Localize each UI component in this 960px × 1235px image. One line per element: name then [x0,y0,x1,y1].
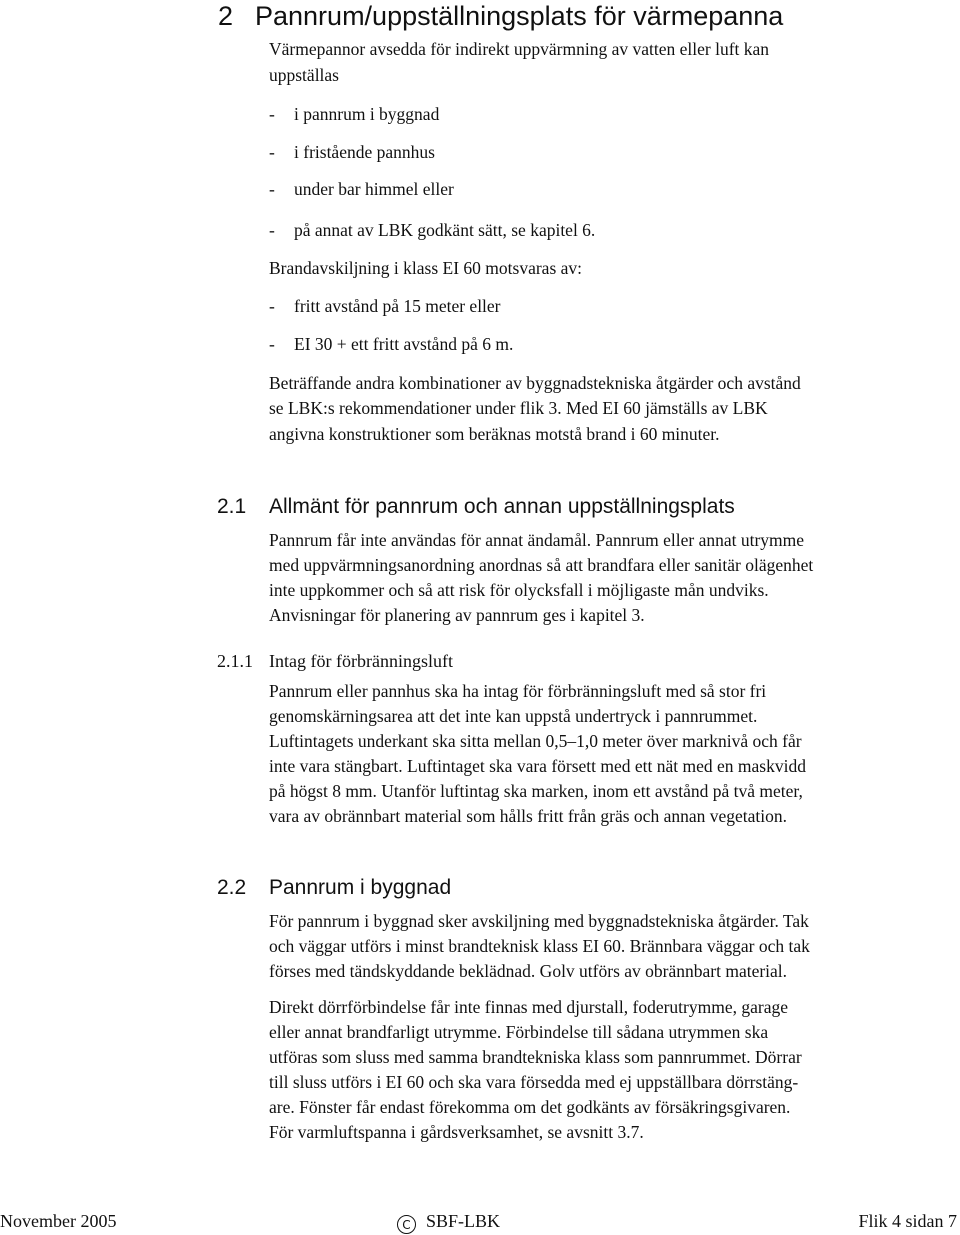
paragraph-line: och väggar utförs i minst brandteknisk klass EI 60. Brännbara väggar och tak [269,936,810,956]
section-heading [0,493,960,521]
section-number: 2.1 [217,495,247,518]
section-title: Pannrum i byggnad [269,876,452,899]
paragraph-line: are. Fönster får endast förekomma om det godkänts av försäkringsgivaren. [269,1097,791,1117]
footer-date: November 2005 [0,1211,117,1231]
paragraph-line: utföras som sluss med samma brandtekniska klass som pannrummet. Dörrar [269,1047,802,1067]
paragraph-line: se LBK:s rekommendationer under flik 3. Med EI 60 jämställs av LBK [269,398,768,418]
paragraph-line: inte vara stängbart. Luftintaget ska vara försett med ett nät med en maskvidd [269,756,806,776]
list-dash: - [269,296,275,316]
section-number: 2.2 [217,876,247,899]
page-footer [0,1208,960,1234]
paragraph-line: förses med tändskyddande beklädnad. Golv utförs av obrännbart material. [269,961,788,981]
list-dash: - [269,179,275,199]
chapter-heading [0,0,960,32]
chapter-title: Pannrum/uppställningsplats för värmepanna [255,1,784,31]
paragraph-line: Beträffande andra kombinationer av byggnadstekniska åtgärder och avstånd [269,373,801,393]
paragraph-line: på högst 8 mm. Utanför luftintag ska marken, inom ett avstånd på två meter, [269,781,803,801]
fire-separation-item: - fritt avstånd på 15 meter eller [269,294,929,319]
list-dash: - [269,334,275,354]
paragraph-line: inte uppkommer och så att risk för olycksfall i möjligaste mån undviks. [269,580,769,600]
footer-copyright [397,1208,500,1234]
placement-list-item: - i pannrum i byggnad [269,102,929,127]
chapter-number: 2 [218,1,234,31]
subsection-number: 2.1.1 [217,651,253,671]
list-dash: - [269,220,275,240]
placement-list-item: - i fristående pannhus [269,140,929,165]
placement-list-item: - under bar himmel eller [269,177,929,202]
section-title: Allmänt för pannrum och annan uppställningsplats [269,495,735,518]
subsection-title: Intag för förbränningsluft [269,651,453,671]
list-dash: - [269,142,275,162]
paragraph-line: Direkt dörrförbindelse får inte finnas med djurstall, foderutrymme, garage [269,997,788,1017]
footer-page-number: Flik 4 sidan 7 [858,1211,957,1231]
fire-separation-item: - EI 30 + ett fritt avstånd på 6 m. [269,332,929,357]
paragraph-line: Luftintagets underkant ska sitta mellan 0,5–1,0 meter över marknivå och får [269,731,802,751]
paragraph-line: Pannrum eller pannhus ska ha intag för förbränningsluft med så stor fri [269,681,767,701]
paragraph-line: För varmluftspanna i gårdsverksamhet, se avsnitt 3.7. [269,1122,644,1142]
subsection-heading [0,648,960,674]
paragraph-line: angivna konstruktioner som beräknas motstå brand i 60 minuter. [269,424,720,444]
paragraph-line: med uppvärmningsanordning anordnas så att brandfara eller sanitär olägenhet [269,555,814,575]
paragraph-line: Pannrum får inte användas för annat ändamål. Pannrum eller annat utrymme [269,530,805,550]
intro-line: uppställas [269,65,339,85]
footer-publisher: SBF-LBK [426,1211,501,1231]
section-heading [0,874,960,902]
paragraph-line: vara av obrännbart material som hålls fritt från gräs och annan vegetation. [269,806,787,826]
copyright-icon: C [397,1215,416,1234]
paragraph-line: genomskärningsarea att det inte kan uppstå undertryck i pannrummet. [269,706,758,726]
intro-line: Värmepannor avsedda för indirekt uppvärmning av vatten eller luft kan [269,39,770,59]
paragraph-line: För pannrum i byggnad sker avskiljning med byggnadstekniska åtgärder. Tak [269,911,809,931]
list-dash: - [269,104,275,124]
placement-list-item: - på annat av LBK godkänt sätt, se kapitel 6. [269,218,929,243]
paragraph-line: Anvisningar för planering av pannrum ges i kapitel 3. [269,605,645,625]
fire-separation-intro: Brandavskiljning i klass EI 60 motsvaras av: [269,258,583,278]
paragraph-line: till sluss utförs i EI 60 och ska vara försedda med ej uppställbara dörrstäng- [269,1072,799,1092]
paragraph-line: eller annat brandfarligt utrymme. Förbindelse till sådana utrymmen ska [269,1022,769,1042]
